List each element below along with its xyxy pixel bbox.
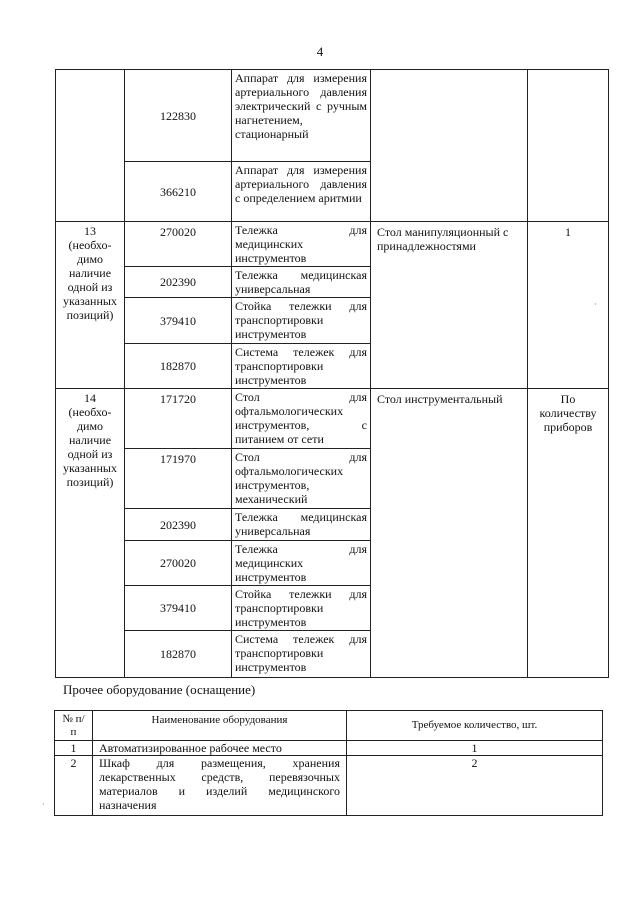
quantity-header: Требуемое количество, шт. xyxy=(347,711,603,741)
section-heading: Прочее оборудование (оснащение) xyxy=(63,682,256,697)
table-row xyxy=(56,389,609,449)
code-cell: 379410 xyxy=(125,298,232,344)
code-cell: 122830 xyxy=(125,70,232,162)
name-cell: Тележка медицинская универсальная xyxy=(232,267,371,298)
group-number: 14 xyxy=(84,391,96,405)
quantity-cell: 1 xyxy=(347,741,603,756)
group-number: 13 xyxy=(84,224,96,238)
equipment-cell xyxy=(371,70,528,222)
row-number-cell xyxy=(56,70,125,222)
name-cell: Тележка для медицинских инструментов xyxy=(232,222,371,267)
table-header-row xyxy=(55,711,603,741)
code-cell: 182870 xyxy=(125,631,232,678)
name-cell: Тележка для медицинских инструментов xyxy=(232,541,371,586)
code-cell: 270020 xyxy=(125,541,232,586)
code-cell: 182870 xyxy=(125,344,232,389)
group-note: (необхо- димо наличие одной из указанных позиций) xyxy=(63,405,117,489)
name-cell: Шкаф для размещения, хранения лекарственных средств, перевязочных материалов и изделий медицинского назначения xyxy=(93,756,347,816)
name-header: Наименование оборудования xyxy=(93,711,347,741)
table-row xyxy=(55,741,603,756)
number-cell: 1 xyxy=(55,741,93,756)
table-row xyxy=(56,70,609,162)
name-cell: Система тележек для транспортировки инструментов xyxy=(232,344,371,389)
name-cell: Стол для офтальмологических инструментов, с питанием от сети xyxy=(232,389,371,449)
code-cell: 171970 xyxy=(125,449,232,509)
group-number-cell xyxy=(56,222,125,389)
name-cell: Аппарат для измерения артериального давления электрический с ручным нагнетением, стационарный xyxy=(232,70,371,162)
page-number: 4 xyxy=(316,44,324,59)
name-cell: Тележка медицинская универсальная xyxy=(232,509,371,541)
quantity-cell: По количеству приборов xyxy=(528,389,609,678)
code-cell: 379410 xyxy=(125,586,232,631)
quantity-cell: 2 xyxy=(347,756,603,816)
quantity-cell xyxy=(528,70,609,222)
name-cell: Аппарат для измерения артериального давления с определением аритмии xyxy=(232,162,371,222)
number-header: № п/п xyxy=(55,711,93,741)
scan-speck: · xyxy=(594,300,597,309)
group-note: (необхо- димо наличие одной из указанных позиций) xyxy=(63,238,117,322)
number-cell: 2 xyxy=(55,756,93,816)
scan-speck: · xyxy=(42,800,45,809)
name-cell: Стол для офтальмологических инструментов, механический xyxy=(232,449,371,509)
equipment-cell: Стол манипуляционный с принадлежностями xyxy=(371,222,528,389)
quantity-cell: 1 xyxy=(528,222,609,389)
code-cell: 202390 xyxy=(125,509,232,541)
name-cell: Система тележек для транспортировки инструментов xyxy=(232,631,371,678)
name-cell: Автоматизированное рабочее место xyxy=(93,741,347,756)
name-cell: Стойка тележки для транспортировки инструментов xyxy=(232,586,371,631)
table-row xyxy=(56,222,609,267)
equipment-cell: Стол инструментальный xyxy=(371,389,528,678)
code-cell: 202390 xyxy=(125,267,232,298)
group-number-cell xyxy=(56,389,125,678)
table-row xyxy=(55,756,603,816)
equipment-table xyxy=(55,69,609,678)
code-cell: 171720 xyxy=(125,389,232,449)
other-equipment-table xyxy=(54,710,603,816)
code-cell: 366210 xyxy=(125,162,232,222)
code-cell: 270020 xyxy=(125,222,232,267)
name-cell: Стойка тележки для транспортировки инструментов xyxy=(232,298,371,344)
